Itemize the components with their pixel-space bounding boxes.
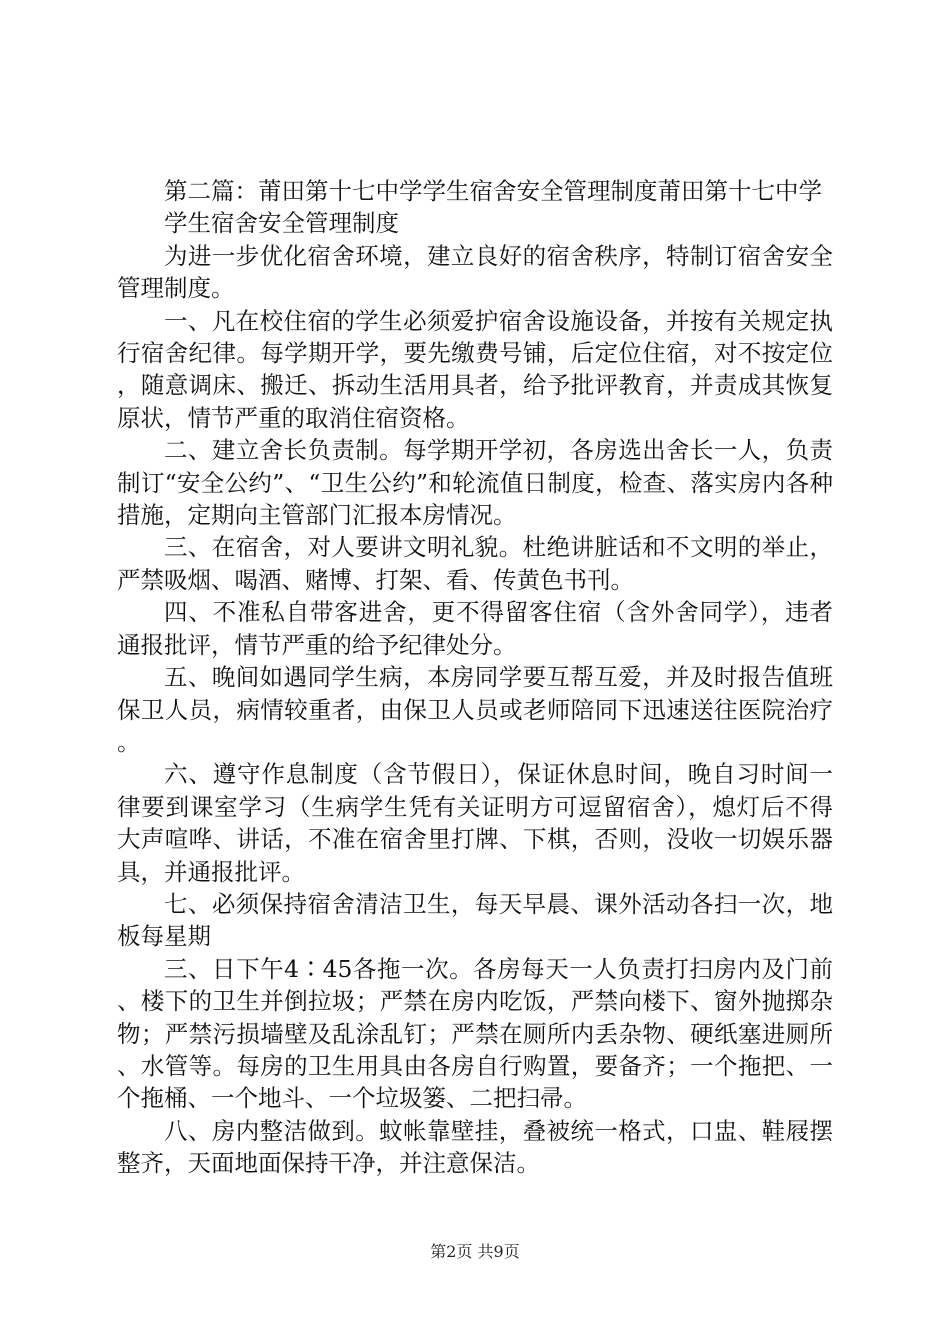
- intro-paragraph: 为进一步优化宿舍环境，建立良好的宿舍秩序，特制订宿舍安全管理制度。: [117, 241, 833, 303]
- rule-paragraph-4: 四、不准私自带客进舍，更不得留客住宿（含外舍同学），违者通报批评，情节严重的给予纪律处分。: [117, 598, 833, 659]
- rule-paragraph-3: 三、在宿舍，对人要讲文明礼貌。杜绝讲脏话和不文明的举止，严禁吸烟、喝酒、赌博、打架、看、传黄色书刊。: [117, 533, 833, 594]
- document-body: [117, 175, 833, 1180]
- rule-paragraph-6: 六、遵守作息制度（含节假日），保证休息时间，晚自习时间一律要到课室学习（生病学生凭有关证明方可逗留宿舍），熄灯后不得大声喧哗、讲话，不准在宿舍里打牌、下棋，否则，没收一切娱乐器具，并通报批评。: [117, 760, 833, 886]
- document-title: 第二篇：莆田第十七中学学生宿舍安全管理制度莆田第十七中学: [164, 177, 822, 205]
- rule-paragraph-2: 二、建立舍长负责制。每学期开学初，各房选出舍长一人，负责制订“安全公约”、“卫生公约”和轮流值日制度，检查、落实房内各种措施，定期向主管部门汇报本房情况。: [117, 436, 833, 530]
- rule-paragraph-7: 七、必须保持宿舍清洁卫生，每天早晨、课外活动各扫一次，地板每星期: [117, 889, 833, 951]
- rule-paragraph-5: 五、晚间如遇同学生病，本房同学要互帮互爱，并及时报告值班保卫人员，病情较重者，由保卫人员或老师陪同下迅速送往医院治疗。: [117, 663, 833, 756]
- page-number-footer: 第2页 共9页: [430, 1242, 520, 1261]
- rule-paragraph-1: 一、凡在校住宿的学生必须爱护宿舍设施设备，并按有关规定执行宿舍纪律。每学期开学，要先缴费号铺，后定位住宿，对不按定位，随意调床、搬迁、拆动生活用具者，给予批评教育，并责成其恢复原状，情节严重的取消住宿资格。: [117, 306, 833, 432]
- rule-paragraph-8: 八、房内整洁做到。蚊帐靠壁挂，叠被统一格式，口盅、鞋屐摆整齐，天面地面保持干净，并注意保洁。: [117, 1116, 833, 1178]
- rule-paragraph-7-continued: 三、日下午4∶45各拖一次。各房每天一人负责打扫房内及门前、楼下的卫生并倒拉圾；严禁在房内吃饭，严禁向楼下、窗外抛掷杂物；严禁污损墙壁及乱涂乱钉；严禁在厕所内丢杂物、硬纸塞进厕所、水管等。每房的卫生用具由各房自行购置，要备齐；一个拖把、一个拖桶、一个地斗、一个垃圾篓、二把扫帚。: [117, 954, 833, 1113]
- document-subtitle: 学生宿舍安全管理制度: [164, 209, 399, 238]
